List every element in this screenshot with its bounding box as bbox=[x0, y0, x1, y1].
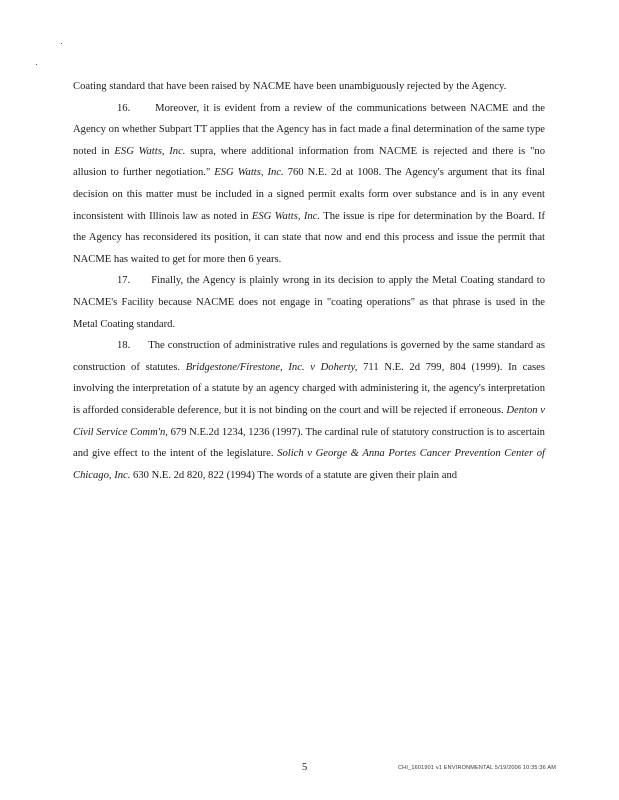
case-citation: Bridgestone/Firestone, Inc. v Doherty, bbox=[185, 361, 358, 373]
paragraph-number: 16. bbox=[117, 102, 131, 114]
paragraph-number: 17. bbox=[117, 275, 131, 287]
paragraph-16: 16. Moreover, it is evident from a review of the communications between NACME and the Agency on whether Subpart TT applies that the Agency has in fact made a final determination of the same type noted in ESG Watts, Inc. supra, where additional information from NACME is rejected and there is "no allusion to further negotiation." ESG Watts, Inc. 760 N.E. 2d at 1008. The Agency's argument that its final decision on this matter must be included in a signed permit exalts form over substance and is in any event inconsistent with Illinois law as noted in ESG Watts, Inc. The issue is ripe for determination by the Board. If the Agency has reconsidered its position, it can state that now and end this process and issue the permit that NACME has waited to get for more then 6 years. bbox=[73, 102, 546, 265]
case-citation: ESG Watts, Inc. bbox=[214, 167, 284, 179]
case-citation: ESG Watts, Inc. bbox=[251, 210, 321, 222]
document-id-stamp: CHI_1601901 v1 ENVIRONMENTAL 5/19/2006 10:35:36 AM bbox=[398, 765, 556, 771]
paragraph-18: 18. The construction of administrative rules and regulations is governed by the same standard as construction of statutes. Bridgestone/Firestone, Inc. v Doherty, 711 N.E. 2d 799, 804 (1999). In cases involving the interpretation of a statute by an agency charged with administering it, the agency's interpretation is afforded considerable deference, but it is not binding on the court and will be rejected if erroneous. Denton v Civil Service Comm'n, 679 N.E.2d 1234, 1236 (1997). The cardinal rule of statutory construction is to ascertain and give effect to the intent of the legislature. Solich v George & Anna Portes Cancer Prevention Center of Chicago, Inc. 630 N.E. 2d 820, 822 (1994) The words of a statute are given their plain and bbox=[73, 340, 546, 481]
page-number: 5 bbox=[302, 762, 308, 773]
case-citation: ESG Watts, Inc. bbox=[114, 145, 186, 157]
paragraph-number: 18. bbox=[117, 340, 131, 352]
case-citation: Denton v Civil Service Comm'n, bbox=[73, 404, 545, 438]
case-citation: Solich v George & Anna Portes Cancer Prevention Center of Chicago, Inc. bbox=[73, 448, 545, 481]
paragraph-17: 17. Finally, the Agency is plainly wrong in its decision to apply the Metal Coating standard to NACME's Facility because NACME does not engage in "coating operations" as that phrase is used in the Metal Coating standard. bbox=[73, 275, 545, 330]
opening-paragraph: Coating standard that have been raised by NACME have been unambiguously rejected by the Agency. bbox=[73, 81, 507, 92]
document-body bbox=[73, 76, 545, 486]
scan-speck bbox=[36, 64, 37, 65]
scan-speck bbox=[61, 43, 62, 44]
